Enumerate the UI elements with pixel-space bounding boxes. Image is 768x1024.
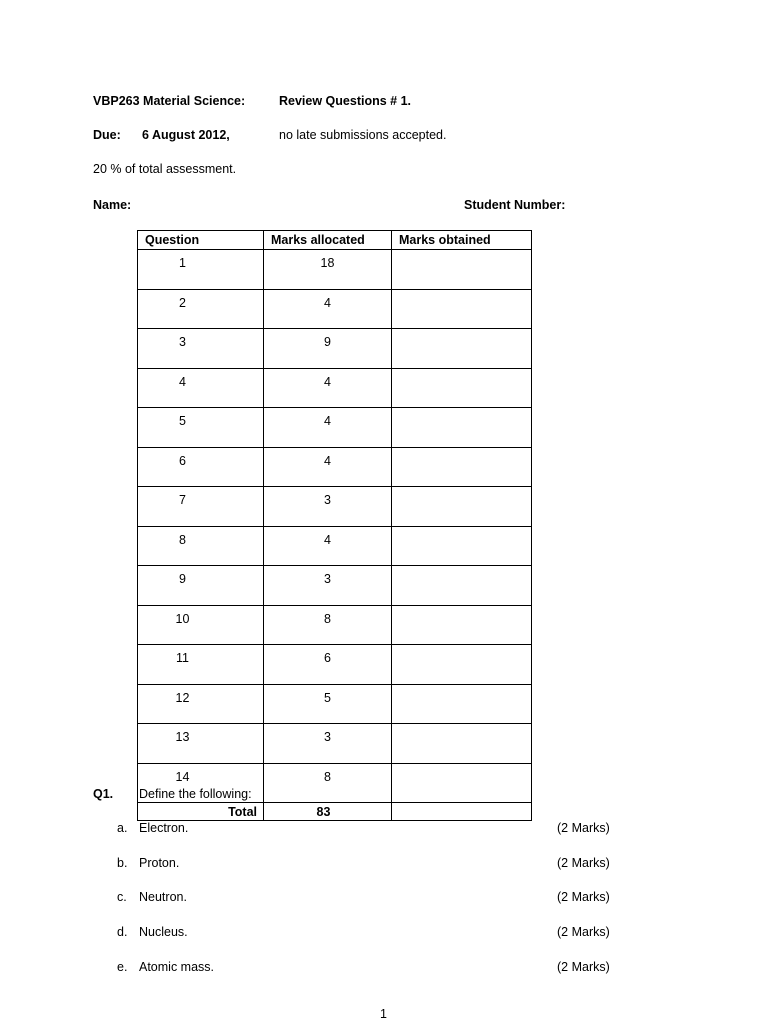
marks-obtained-cell[interactable] xyxy=(392,526,532,566)
item-text: Nucleus. xyxy=(139,925,188,939)
header-marks-allocated: Marks allocated xyxy=(264,231,392,250)
due-label: Due: xyxy=(93,128,121,142)
header-question: Question xyxy=(138,231,264,250)
table-row xyxy=(138,724,532,764)
marks-obtained-cell[interactable] xyxy=(392,368,532,408)
question-item xyxy=(117,925,610,939)
question-item xyxy=(117,856,610,870)
table-header-row xyxy=(138,231,532,250)
marks-obtained-cell[interactable] xyxy=(392,724,532,764)
marks-obtained-cell[interactable] xyxy=(392,684,532,724)
item-letter: b. xyxy=(117,856,128,870)
item-text: Proton. xyxy=(139,856,180,870)
question-cell: 5 xyxy=(138,408,264,448)
table-row xyxy=(138,487,532,527)
marks-allocated-cell: 6 xyxy=(264,645,392,685)
question-cell: 9 xyxy=(138,566,264,606)
marks-obtained-cell[interactable] xyxy=(392,447,532,487)
question-cell: 12 xyxy=(138,684,264,724)
question-number: Q1. xyxy=(93,787,114,801)
question-cell: 11 xyxy=(138,645,264,685)
table-row xyxy=(138,526,532,566)
table-row xyxy=(138,289,532,329)
question-cell: 2 xyxy=(138,289,264,329)
marks-allocated-cell: 3 xyxy=(264,566,392,606)
table-row xyxy=(138,329,532,369)
marks-obtained-cell[interactable] xyxy=(392,329,532,369)
marks-allocated-cell: 4 xyxy=(264,526,392,566)
name-label: Name: xyxy=(93,198,132,212)
due-date: 6 August 2012, xyxy=(142,128,230,142)
student-number-label: Student Number: xyxy=(464,198,566,212)
late-note: no late submissions accepted. xyxy=(279,128,447,142)
table-row xyxy=(138,605,532,645)
total-label: Total xyxy=(138,803,264,821)
item-letter: d. xyxy=(117,925,128,939)
marks-obtained-cell[interactable] xyxy=(392,408,532,448)
marks-allocated-cell: 4 xyxy=(264,447,392,487)
assessment-weight: 20 % of total assessment. xyxy=(93,162,237,176)
table-row xyxy=(138,368,532,408)
question-cell: 13 xyxy=(138,724,264,764)
table-row xyxy=(138,408,532,448)
marks-obtained-cell[interactable] xyxy=(392,250,532,290)
item-marks: (2 Marks) xyxy=(557,890,610,904)
header-marks-obtained: Marks obtained xyxy=(392,231,532,250)
marks-allocated-cell: 5 xyxy=(264,684,392,724)
marks-table xyxy=(137,230,532,821)
marks-allocated-cell: 4 xyxy=(264,289,392,329)
item-text: Neutron. xyxy=(139,890,187,904)
marks-allocated-cell: 4 xyxy=(264,368,392,408)
item-marks: (2 Marks) xyxy=(557,856,610,870)
marks-allocated-cell: 18 xyxy=(264,250,392,290)
item-letter: c. xyxy=(117,890,127,904)
table-row xyxy=(138,684,532,724)
item-text: Electron. xyxy=(139,821,189,835)
table-row xyxy=(138,645,532,685)
item-marks: (2 Marks) xyxy=(557,960,610,974)
marks-allocated-cell: 3 xyxy=(264,724,392,764)
marks-allocated-cell: 9 xyxy=(264,329,392,369)
marks-obtained-cell[interactable] xyxy=(392,605,532,645)
table-row xyxy=(138,566,532,606)
question-cell: 3 xyxy=(138,329,264,369)
item-letter: a. xyxy=(117,821,128,835)
marks-allocated-cell: 8 xyxy=(264,605,392,645)
document-title: Review Questions # 1. xyxy=(279,94,411,108)
question-cell: 8 xyxy=(138,526,264,566)
item-marks: (2 Marks) xyxy=(557,925,610,939)
question-cell: 6 xyxy=(138,447,264,487)
question-item xyxy=(117,821,610,835)
question-cell: 10 xyxy=(138,605,264,645)
marks-allocated-cell: 8 xyxy=(264,763,392,803)
marks-obtained-cell[interactable] xyxy=(392,289,532,329)
marks-obtained-cell[interactable] xyxy=(392,645,532,685)
question-prompt: Define the following: xyxy=(139,787,252,801)
total-obtained-cell[interactable] xyxy=(392,803,532,821)
question-item xyxy=(117,960,610,974)
question-cell: 14 xyxy=(138,763,264,803)
table-row xyxy=(138,447,532,487)
page-number: 1 xyxy=(380,1007,387,1021)
item-letter: e. xyxy=(117,960,128,974)
total-row xyxy=(138,803,532,821)
marks-allocated-cell: 4 xyxy=(264,408,392,448)
question-cell: 7 xyxy=(138,487,264,527)
course-title: VBP263 Material Science: xyxy=(93,94,246,108)
total-value: 83 xyxy=(264,803,392,821)
item-text: Atomic mass. xyxy=(139,960,215,974)
marks-obtained-cell[interactable] xyxy=(392,487,532,527)
question-item xyxy=(117,890,610,904)
table-row xyxy=(138,250,532,290)
marks-obtained-cell[interactable] xyxy=(392,566,532,606)
question-cell: 1 xyxy=(138,250,264,290)
marks-allocated-cell: 3 xyxy=(264,487,392,527)
question-cell: 4 xyxy=(138,368,264,408)
item-marks: (2 Marks) xyxy=(557,821,610,835)
marks-obtained-cell[interactable] xyxy=(392,763,532,803)
